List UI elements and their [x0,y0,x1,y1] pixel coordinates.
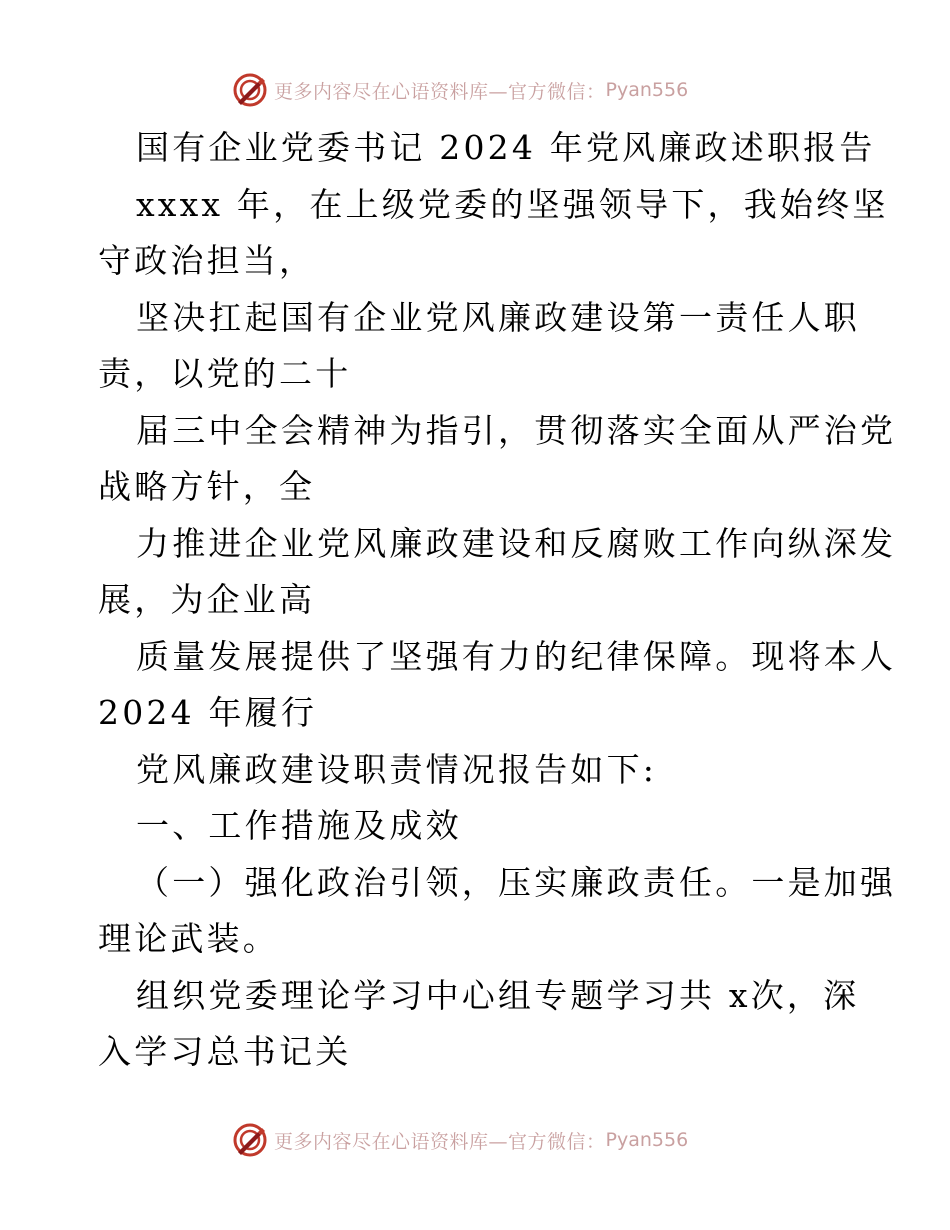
section-heading: 一、工作措施及成效 [136,806,462,845]
watermark-wechat-id: Pyan556 [605,79,689,101]
watermark-header [232,70,688,110]
paragraph-line: 责，以党的二十 [98,354,352,393]
paragraph-line: 届三中全会精神为指引，贯彻落实全面从严治党 [136,410,897,450]
paragraph-line: 质量发展提供了坚强有力的纪律保障。现将本人 [136,636,897,676]
paragraph-line: 2024 年履行 [98,693,318,732]
paragraph-line: xxxx 年，在上级党委的坚强领导下，我始终坚 [136,184,889,224]
pen-logo-icon [232,1122,268,1158]
pen-logo-icon [232,72,268,108]
watermark-wechat-id: Pyan556 [605,1129,689,1151]
watermark-brand-text: 更多内容尽在心语资料库—官方微信： [274,1130,606,1153]
paragraph-line: 理论武装。 [98,919,279,958]
paragraph-line: 战略方针，全 [98,467,316,506]
paragraph-line: 展，为企业高 [98,580,316,619]
subsection-heading: （一）强化政治引领，压实廉政责任。一是加强 [136,862,897,902]
paragraph-line: 党风廉政建设职责情况报告如下: [136,749,658,789]
paragraph-line: 力推进企业党风廉政建设和反腐败工作向纵深发 [136,523,897,563]
watermark-brand-text: 更多内容尽在心语资料库—官方微信： [274,80,606,103]
paragraph-line: 组织党委理论学习中心组专题学习共 x次，深 [136,975,860,1015]
watermark-footer [232,1120,688,1160]
document-title: 国有企业党委书记 2024 年党风廉政述职报告 [136,128,876,167]
paragraph-line: 入学习总书记关 [98,1032,352,1071]
paragraph-line: 坚决扛起国有企业党风廉政建设第一责任人职 [136,297,860,337]
paragraph-line: 守政治担当， [98,241,316,280]
document-body [98,120,897,1081]
